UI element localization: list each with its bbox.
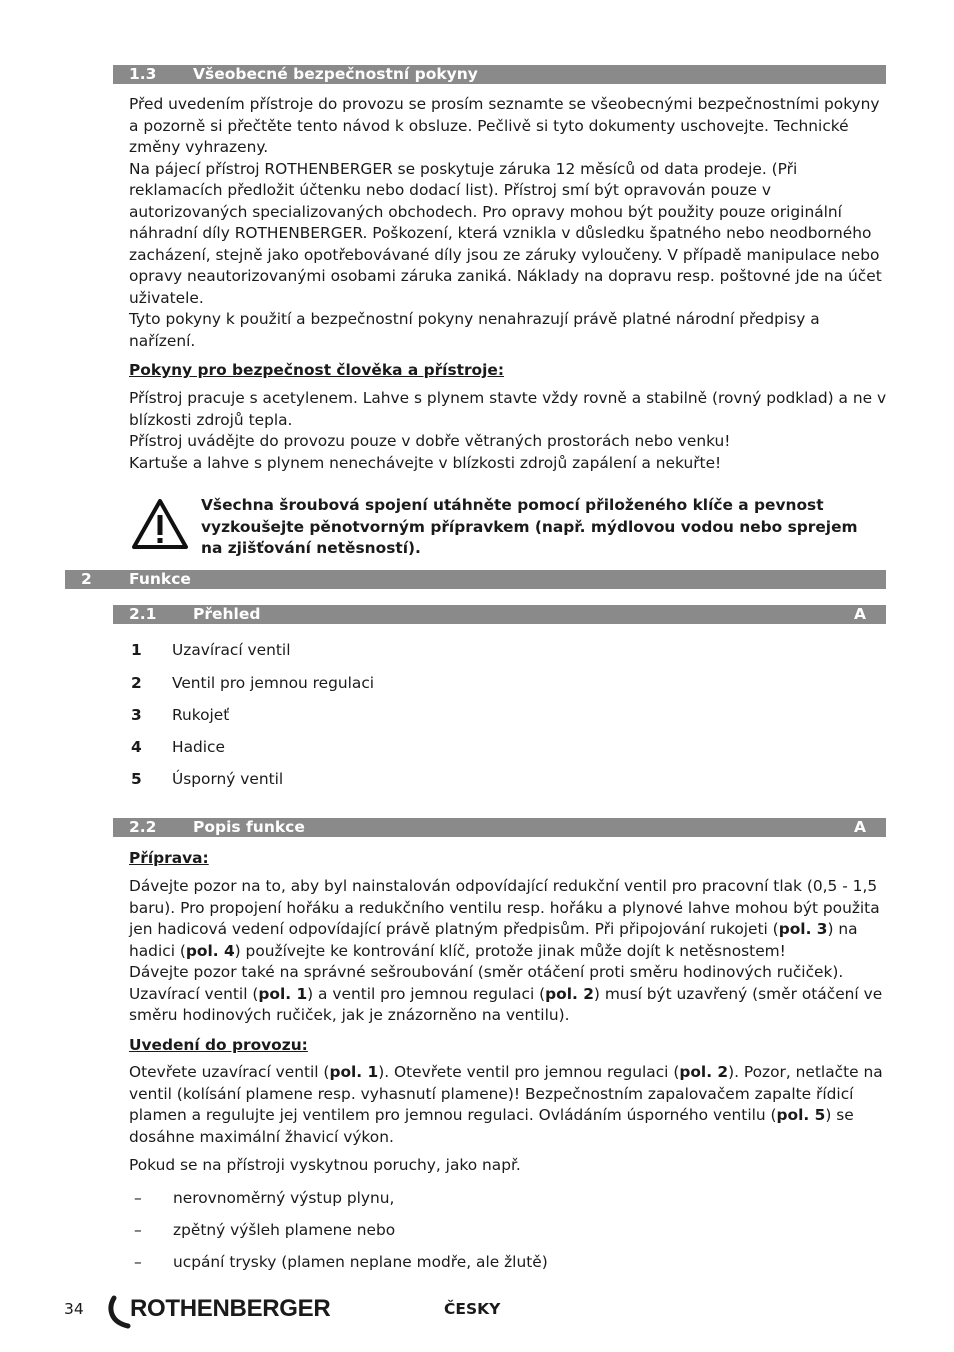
text-run: ) musí být uzavřený (směr otáčení ve směru hodinových ručiček, jak je znázorněno na ventilu). — [129, 984, 883, 1024]
section-number: 2.1 — [129, 605, 157, 623]
intro-paragraph: Na pájecí přístroj ROTHENBERGER se poskytuje záruka 12 měsíců od data prodeje. (Při reklamacích předložit účtenku nebo dodací list). Přístroj smí být opravován pouze v autorizovaných specializovaných obchodech. Pro opravy mohou být použity pouze originální náhradní díly ROTHENBERGER. Poškození, která vznikla v důsledku špatného nebo neodborného zacházení, stejně jako opotřebovávané díly jsou ze záruky vyloučeny. V případě manipulace nebo opravy neautorizovanými osobami záruka zaniká. Náklady na dopravu resp. poštovné jde na účet uživatele. — [129, 159, 882, 307]
section-header-2-2 — [113, 818, 886, 837]
prep-heading-wrap — [129, 848, 889, 870]
prep-heading: Příprava: — [129, 849, 209, 867]
item-label: Uzavírací ventil — [172, 641, 291, 659]
safety-text — [129, 388, 889, 474]
prep-paragraph — [129, 876, 889, 962]
section-header-2-1 — [113, 605, 886, 624]
start-text — [129, 1062, 889, 1148]
item-number: 4 — [131, 738, 142, 756]
item-number: 1 — [131, 641, 142, 659]
text-run: ). Otevřete ventil pro jemnou regulaci ( — [378, 1063, 680, 1081]
section-title: Všeobecné bezpečnostní pokyny — [193, 65, 478, 83]
text-run: ) se dosáhne maximální žhavicí výkon. — [129, 1106, 854, 1146]
general-safety-text — [129, 94, 889, 352]
start-paragraph — [129, 1062, 889, 1148]
intro-paragraph: Před uvedením přístroje do provozu se prosím seznamte se všeobecnými bezpečnostními pokyny a pozorně si přečtěte tento návod k obsluze. Pečlivě si tyto dokumenty uschovejte. Technické změny vyhrazeny. — [129, 95, 880, 156]
part-ref: pol. 2 — [545, 984, 594, 1003]
page-number: 34 — [64, 1300, 84, 1318]
item-number: 2 — [131, 674, 142, 692]
brand-logo — [106, 1292, 356, 1332]
part-ref: pol. 5 — [776, 1106, 826, 1124]
safety-line: Přístroj uvádějte do provozu pouze v dobře větraných prostorách nebo venku! — [129, 432, 731, 450]
part-ref: pol. 4 — [185, 941, 235, 960]
item-label: nerovnoměrný výstup plynu, — [173, 1189, 395, 1207]
section-number: 2 — [81, 570, 92, 588]
section-header-1-3 — [113, 65, 886, 84]
section-title: Popis funkce — [193, 818, 305, 836]
text-run: Dávejte pozor na to, aby byl nainstalován odpovídající redukční ventil pro pracovní tlak (0,5 - 1,5 baru). Pro propojení hořáku a redukčního ventilu resp. hořáku a plynové lahve mohou být použita jen hadicová vedení odpovídající právě platným předpisům. Při připojování rukojeti ( — [129, 877, 880, 938]
safety-line: Přístroj pracuje s acetylenem. Lahve s plynem stavte vždy rovně a stabilně (rovný podklad) a ne v blízkosti zdrojů tepla. — [129, 389, 887, 429]
part-ref: pol. 3 — [778, 920, 828, 938]
safety-heading: Pokyny pro bezpečnost člověka a přístroje: — [129, 361, 505, 379]
intro-paragraph: Tyto pokyny k použití a bezpečnostní pokyny nenahrazují právě platné národní předpisy a nařízení. — [129, 310, 820, 350]
safety-heading-wrap — [129, 360, 889, 382]
brand-name: ROTHENBERGER — [130, 1295, 331, 1322]
section-header-2 — [65, 570, 886, 589]
section-title: Funkce — [129, 570, 191, 588]
safety-line: Kartuše a lahve s plynem nenechávejte v blízkosti zdrojů zapálení a nekuřte! — [129, 453, 722, 472]
dash-bullet: – — [134, 1221, 142, 1239]
part-ref: pol. 1 — [258, 984, 308, 1003]
language-label: ČESKY — [444, 1300, 501, 1318]
warning-paragraph: Všechna šroubová spojení utáhněte pomocí přiloženého klíče a pevnost vyzkoušejte pěnotvorným přípravkem (např. mýdlovou vodou nebo sprejem na zjišťování netěsností). — [201, 496, 858, 557]
section-title: Přehled — [193, 605, 261, 623]
start-heading: Uvedení do provozu: — [129, 1036, 308, 1054]
figure-ref: A — [854, 605, 866, 623]
warning-text — [201, 495, 871, 560]
text-run: ) na hadici ( — [129, 920, 858, 960]
item-label: Rukojeť — [172, 706, 230, 724]
prep-paragraph: Dávejte pozor také na správné sešroubování (směr otáčení proti směru hodinových ručiček). — [129, 963, 844, 981]
dash-bullet: – — [134, 1189, 142, 1207]
text-run: ) používejte ke kontrování klíč, protože jinak může dojít k netěsnostem! — [234, 941, 786, 960]
section-number: 2.2 — [129, 818, 157, 836]
item-label: Hadice — [172, 738, 225, 756]
text-run: Uzavírací ventil ( — [129, 984, 259, 1003]
item-label: zpětný výšleh plamene nebo — [173, 1221, 396, 1239]
item-label: Úsporný ventil — [172, 770, 284, 788]
text-run: ) a ventil pro jemnou regulaci ( — [307, 984, 546, 1003]
text-run: ). Pozor, netlačte na ventil (kolísání plamene resp. vyhasnutí plamene)! Bezpečnostním zapalovačem zapalte řídicí plamen a regulujte jej ventilem pro jemnou regulaci. Ovládáním úsporného ventilu ( — [129, 1063, 883, 1124]
part-ref: pol. 1 — [329, 1063, 379, 1081]
start-heading-wrap — [129, 1035, 889, 1057]
item-label: ucpání trysky (plamen neplane modře, ale žlutě) — [173, 1253, 548, 1271]
figure-ref: A — [854, 818, 866, 836]
faults-intro: Pokud se na přístroji vyskytnou poruchy, jako např. — [129, 1156, 521, 1174]
section-number: 1.3 — [129, 65, 157, 83]
prep-paragraph — [129, 984, 889, 1027]
item-number: 3 — [131, 706, 142, 724]
text-run: Otevřete uzavírací ventil ( — [129, 1063, 330, 1081]
prep-text — [129, 876, 889, 1027]
part-ref: pol. 2 — [679, 1063, 729, 1081]
dash-bullet: – — [134, 1253, 142, 1271]
warning-triangle-icon — [130, 497, 190, 551]
item-number: 5 — [131, 770, 142, 788]
item-label: Ventil pro jemnou regulaci — [172, 674, 375, 692]
